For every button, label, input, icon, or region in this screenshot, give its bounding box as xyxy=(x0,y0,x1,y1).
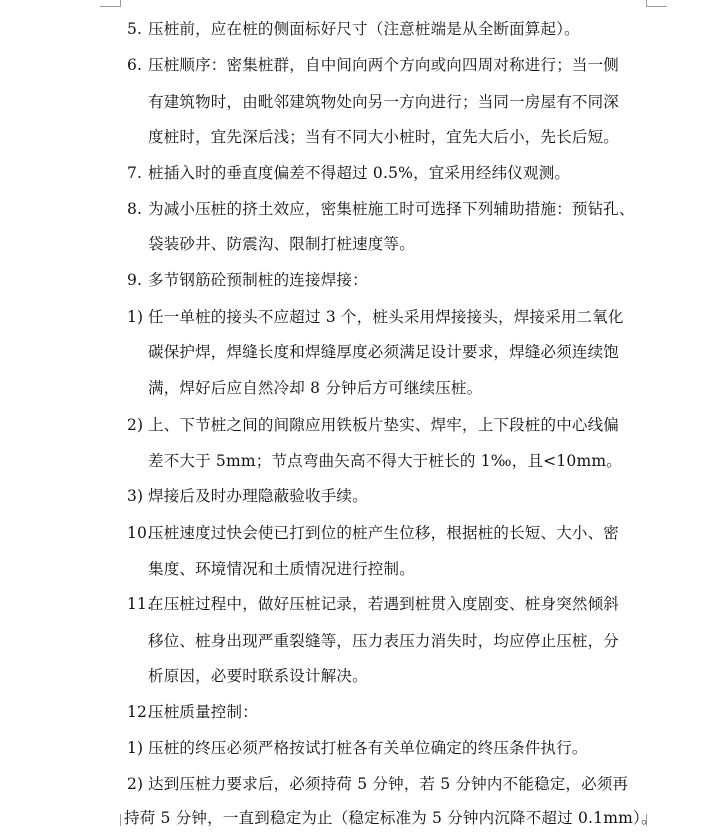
list-item-number: 1) xyxy=(127,308,144,326)
list-item-text: 集度、环境情况和土质情况进行控制。 xyxy=(148,560,415,578)
list-item-continuation xyxy=(0,370,714,406)
list-item-number: 6. xyxy=(127,56,143,74)
list-item-text: 压桩顺序：密集桩群，自中间向两个方向或向四周对称进行；当一侧 xyxy=(148,56,620,74)
list-item xyxy=(0,299,714,335)
list-item-text: 任一单桩的接头不应超过 3 个，桩头采用焊接接头，焊接采用二氧化 xyxy=(148,308,624,326)
list-item-text: 压桩的终压必须严格按试打桩各有关单位确定的终压条件执行。 xyxy=(148,739,588,757)
list-item xyxy=(0,515,714,551)
list-item-number: 8. xyxy=(127,200,143,218)
list-item-text: 桩插入时的垂直度偏差不得超过 0.5%，宜采用经纬仪观测。 xyxy=(148,164,571,182)
list-item-number: 1) xyxy=(127,739,144,757)
list-item-number: 12. xyxy=(127,703,153,721)
list-item-number: 7. xyxy=(127,164,143,182)
list-item-text: 度桩时，宜先深后浅；当有不同大小桩时，宜先大后小，先长后短。 xyxy=(148,128,620,146)
list-item-continuation xyxy=(0,800,714,836)
list-item xyxy=(0,262,714,298)
list-item xyxy=(0,586,714,622)
list-item-continuation xyxy=(0,84,714,120)
list-item-text: 达到压桩力要求后，必须持荷 5 分钟，若 5 分钟内不能稳定，必须再 xyxy=(148,775,629,793)
list-item xyxy=(0,766,714,802)
list-item-continuation xyxy=(0,119,714,155)
list-item-number: 2) xyxy=(127,775,144,793)
list-item-continuation xyxy=(0,334,714,370)
list-item-text: 多节钢筋砼预制桩的连接焊接： xyxy=(148,271,368,289)
list-item-number: 3) xyxy=(127,487,144,505)
list-item xyxy=(0,407,714,443)
list-item-text: 压桩质量控制： xyxy=(148,703,258,721)
list-item-continuation xyxy=(0,623,714,659)
list-item xyxy=(0,694,714,730)
list-item-text: 差不大于 5mm；节点弯曲矢高不得大于桩长的 1‰，且<10mm。 xyxy=(148,452,622,470)
list-item-number: 9. xyxy=(127,271,143,289)
list-item-continuation xyxy=(0,443,714,479)
margin-corner-mark xyxy=(646,0,667,7)
margin-corner-mark xyxy=(100,0,121,7)
list-item-continuation xyxy=(0,226,714,262)
list-item-continuation xyxy=(0,551,714,587)
list-item-continuation xyxy=(0,658,714,694)
list-item xyxy=(0,191,714,227)
list-item xyxy=(0,155,714,191)
list-item-text: 焊接后及时办理隐蔽验收手续。 xyxy=(148,487,368,505)
list-item-number: 5. xyxy=(127,20,143,38)
list-item-text: 析原因，必要时联系设计解决。 xyxy=(148,667,368,685)
list-item xyxy=(0,730,714,766)
list-item-text: 有建筑物时，由毗邻建筑物处向另一方向进行；当同一房屋有不同深 xyxy=(148,93,620,111)
list-item-text: 移位、桩身出现严重裂缝等，压力表压力消失时，均应停止压桩，分 xyxy=(148,632,620,650)
list-item-text: 上、下节桩之间的间隙应用铁板片垫实、焊牢，上下段桩的中心线偏 xyxy=(148,416,620,434)
list-item-number: 10. xyxy=(127,524,153,542)
list-item-text: 在压桩过程中，做好压桩记录，若遇到桩贯入度剧变、桩身突然倾斜 xyxy=(148,595,620,613)
list-item-text: 满，焊好后应自然冷却 8 分钟后方可继续压桩。 xyxy=(148,379,483,397)
list-item-text: 为减小压桩的挤土效应，密集桩施工时可选择下列辅助措施：预钻孔、 xyxy=(148,200,635,218)
list-item xyxy=(0,11,714,47)
list-item xyxy=(0,478,714,514)
list-item-number: 11. xyxy=(127,595,153,613)
list-item-text: 压桩前，应在桩的侧面标好尺寸（注意桩端是从全断面算起）。 xyxy=(148,20,580,38)
list-item-text: 袋装砂井、防震沟、限制打桩速度等。 xyxy=(148,235,415,253)
list-item-text: 持荷 5 分钟，一直到稳定为止（稳定标准为 5 分钟内沉降不超过 0.1mm）。 xyxy=(124,809,657,827)
list-item-number: 2) xyxy=(127,416,144,434)
list-item-text: 碳保护焊，焊缝长度和焊缝厚度必须满足设计要求，焊缝必须连续饱 xyxy=(148,343,620,361)
list-item-text: 压桩速度过快会使已打到位的桩产生位移，根据桩的长短、大小、密 xyxy=(148,524,620,542)
list-item xyxy=(0,47,714,83)
